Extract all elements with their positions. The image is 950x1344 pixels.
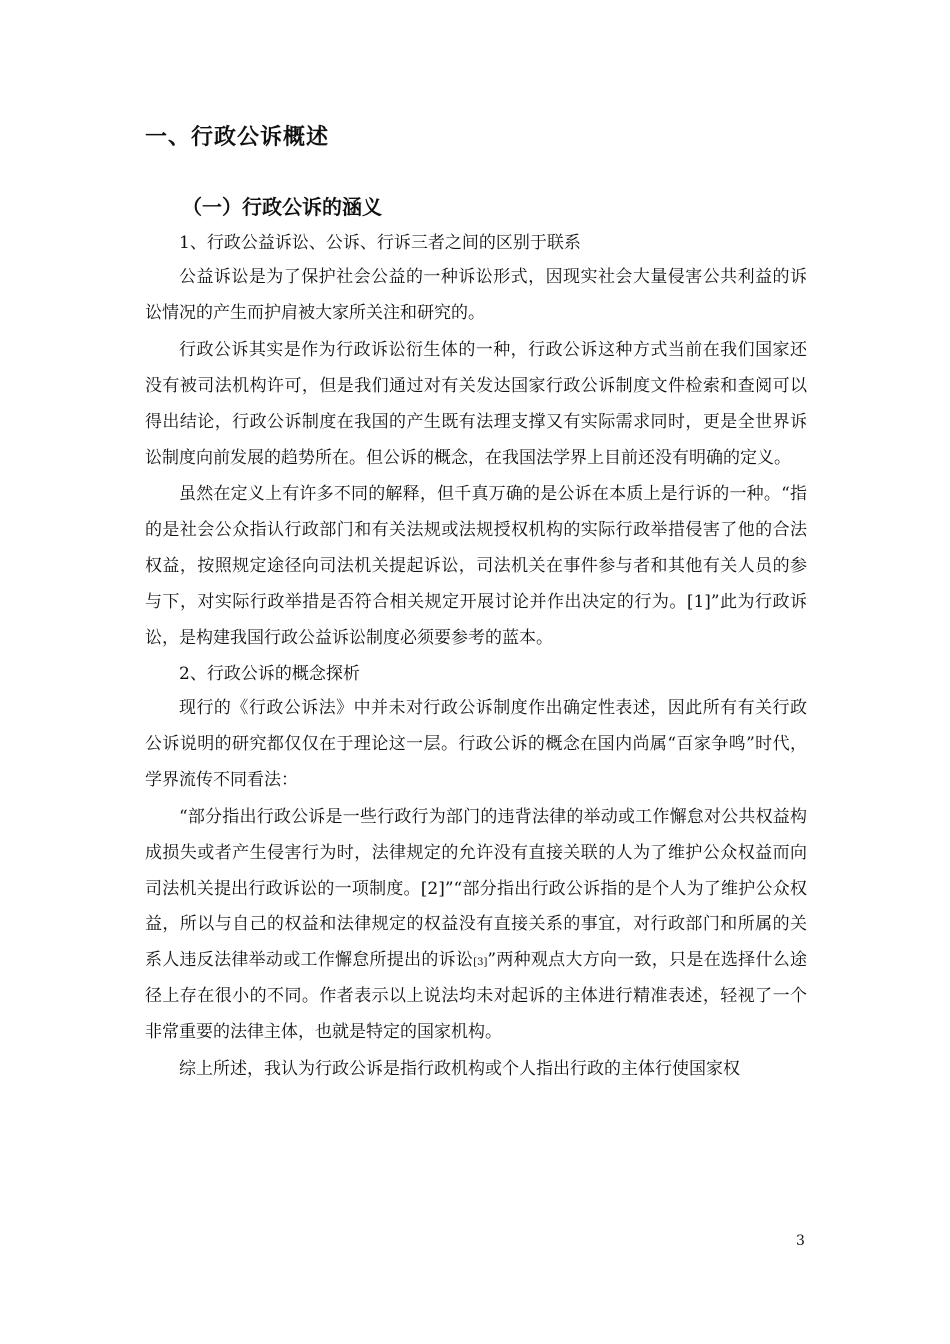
section-heading: 一、行政公诉概述 bbox=[145, 124, 330, 150]
paragraph-5-text: “部分指出行政公诉是一些行政行为部门的违背法律的举动或工作懈怠对公共权益构成损失或者产生侵害行为时，法律规定的允许没有直接关联的人为了维护公众权益而向司法机关提出行政诉讼的一项制度。[2]”“部分指出行政公诉指的是个人为了维护公众权益，所以与自己的权益和法律规定的权益没有直接关系的事宜，对行政部门和所属的关系人违反法律举动或工作懈怠所提出的诉讼 bbox=[145, 806, 807, 971]
paragraph-4: 现行的《行政公诉法》中并未对行政公诉制度作出确定性表述，因此所有有关行政公诉说明的研究都仅仅在于理论这一层。行政公诉的概念在国内尚属“百家争鸣”时代，学界流传不同看法： bbox=[145, 697, 807, 790]
sub-heading-2: 2、行政公诉的概念探析 bbox=[179, 663, 360, 684]
paragraph-5-tail: ”两种观点大方向一致，只是在选择什么途径上存在很小的不同。作者表示以上说法均未对起诉的主体进行精准表述，轻视了一个非常重要的法律主体，也就是特定的国家机构。 bbox=[145, 950, 807, 1043]
paragraph-5 bbox=[145, 800, 807, 1051]
paragraph-6: 综上所述，我认为行政公诉是指行政机构或个人指出行政的主体行使国家权 bbox=[179, 1059, 740, 1080]
subsection-heading: （一）行政公诉的涵义 bbox=[182, 195, 382, 219]
page-number: 3 bbox=[796, 1233, 805, 1249]
paragraph-1: 公益诉讼是为了保护社会公益的一种诉讼形式，因现实社会大量侵害公共利益的诉讼情况的产生而护肩被大家所关注和研究的。 bbox=[145, 267, 807, 323]
paragraph-3: 虽然在定义上有许多不同的解释，但千真万确的是公诉在本质上是行诉的一种。“指的是社会公众指认行政部门和有关法规或法规授权机构的实际行政举措侵害了他的合法权益，按照规定途径向司法机关提起诉讼，司法机关在事件参与者和其他有关人员的参与下，对实际行政举措是否符合相关规定开展讨论并作出决定的行为。[1]”此为行政诉讼，是构建我国行政公益诉讼制度必须要参考的蓝本。 bbox=[145, 484, 807, 649]
sub-heading-1: 1、行政公益诉讼、公诉、行诉三者之间的区别于联系 bbox=[179, 233, 581, 253]
paragraph-2: 行政公诉其实是作为行政诉讼衍生体的一种，行政公诉这种方式当前在我们国家还没有被司法机构许可，但是我们通过对有关发达国家行政公诉制度文件检索和查阅可以得出结论，行政公诉制度在我国的产生既有法理支撑又有实际需求同时，更是全世界诉讼制度向前发展的趋势所在。但公诉的概念，在我国法学界上目前还没有明确的定义。 bbox=[145, 339, 807, 468]
citation-ref-3: [3] bbox=[473, 957, 488, 969]
body-text bbox=[145, 226, 807, 1088]
